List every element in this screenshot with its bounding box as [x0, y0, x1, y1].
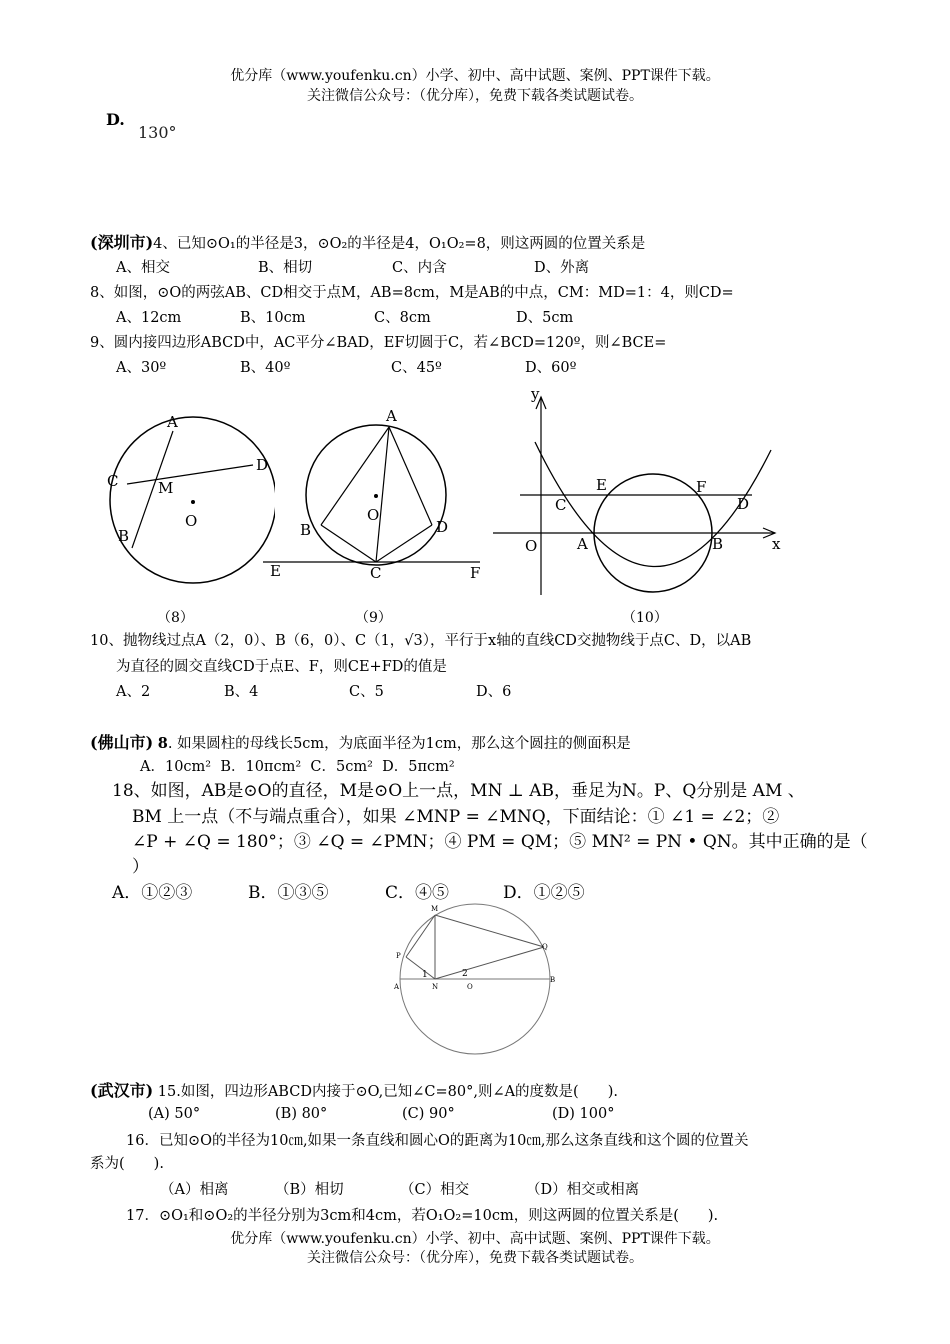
fig9-label-b: B — [300, 521, 312, 539]
footer-line-1: 优分库（www.youfenku.cn）小学、初中、高中试题、案例、PPT课件下载。 — [230, 1231, 720, 1247]
shenzhen-q4-opt-b: B、相切 — [258, 260, 313, 276]
fig18-label-1: 1 — [422, 970, 428, 980]
figure-10 — [488, 385, 793, 600]
fig18-label-a: A — [394, 983, 400, 991]
fig18-label-o: O — [467, 983, 473, 991]
shenzhen-tag: (深圳市) — [90, 233, 154, 252]
wuhan-q17: 17．⊙O₁和⊙O₂的半径分别为3cm和4cm，若O₁O₂=10cm，则这两圆的位置关系是( ). — [126, 1208, 719, 1224]
wuhan-q16-line2: 系为( ). — [90, 1156, 164, 1172]
shenzhen-q9-opt-b: B、40º — [240, 360, 291, 376]
fig10-label-e: E — [596, 476, 607, 494]
shenzhen-q8: 8、如图，⊙O的两弦AB、CD相交于点M，AB=8cm，M是AB的中点，CM：MD=1：4，则CD= — [90, 285, 734, 301]
foshan-q8-number: 8 — [157, 735, 168, 752]
foshan-q18-opt-d: D．①②⑤ — [503, 883, 585, 903]
shenzhen-q8-opt-b: B、10cm — [240, 310, 306, 326]
foshan-q8-opt-d: D．5πcm² — [382, 759, 455, 775]
fig9-line-bc — [321, 525, 376, 562]
wuhan-q16-opt-c: （C）相交 — [400, 1182, 470, 1198]
fig9-label-f: F — [470, 564, 481, 582]
shenzhen-q10-opt-b: B、4 — [224, 684, 259, 700]
wuhan-q15-opt-a: (A) 50° — [148, 1106, 201, 1122]
fig10-label-o: O — [525, 537, 538, 555]
foshan-q18-line4: ） — [132, 857, 149, 877]
fig18-line-pn — [406, 957, 435, 979]
fig10-label-a: A — [577, 535, 588, 553]
shenzhen-q9-opt-c: C、45º — [391, 360, 442, 376]
fig10-label-d: D — [737, 495, 750, 513]
fig18-label-p: P — [396, 952, 401, 960]
foshan-q8 — [90, 733, 631, 754]
shenzhen-q9-opt-a: A、30º — [116, 360, 167, 376]
caption-fig-8: （8） — [157, 610, 194, 626]
fig9-label-c: C — [370, 564, 382, 582]
wuhan-tag: (武汉市) — [90, 1081, 154, 1100]
fig18-label-n: N — [432, 983, 439, 991]
fig18-line-qn — [435, 947, 544, 979]
foshan-q8-options — [140, 757, 455, 777]
foshan-q8-opt-b: B．10πcm² — [220, 759, 302, 775]
fig8-chord-cd — [127, 465, 253, 484]
fig10-parabola — [535, 442, 771, 567]
wuhan-q16-opt-b: （B）相切 — [275, 1182, 344, 1198]
wuhan-q16-opt-a: （A）相离 — [160, 1182, 229, 1198]
foshan-q18-opt-b: B．①③⑤ — [248, 883, 329, 903]
fig9-label-d: D — [436, 518, 449, 536]
footer-line-2: 关注微信公众号：（优分库），免费下载各类试题试卷。 — [307, 1250, 643, 1266]
wuhan-q16-opt-d: （D）相交或相离 — [526, 1182, 640, 1198]
fig10-label-b: B — [712, 535, 724, 553]
fig18-label-q: Q — [542, 943, 548, 951]
figure-8 — [95, 400, 275, 600]
foshan-q18-opt-c: C．④⑤ — [385, 883, 450, 903]
shenzhen-q4 — [90, 233, 645, 254]
wuhan-q16-line1: 16．已知⊙O的半径为10㎝,如果一条直线和圆心O的距离为10㎝,那么这条直线和这个圆的位置关 — [126, 1133, 749, 1149]
fig10-label-x: x — [772, 535, 781, 553]
fig10-label-y: y — [531, 385, 540, 403]
foshan-q8-opt-a: A．10cm² — [140, 759, 212, 775]
fig18-label-b: B — [550, 976, 556, 984]
foshan-q8-text: . 如果圆柱的母线长5cm，为底面半径为1cm，那么这个圆拄的侧面积是 — [167, 736, 631, 752]
fig8-label-c: C — [107, 472, 119, 490]
foshan-q18-line1: 18、如图，AB是⊙O的直径，M是⊙O上一点，MN ⊥ AB，垂足为N。P、Q分别是 AM 、 — [112, 781, 805, 801]
shenzhen-q4-opt-a: A、相交 — [116, 260, 170, 276]
shenzhen-q10-opt-d: D、6 — [476, 684, 512, 700]
fig10-label-c: C — [555, 496, 567, 514]
fig9-label-e: E — [270, 562, 281, 580]
wuhan-q15-text: 15.如图，四边形ABCD内接于⊙O,已知∠C=80°,则∠A的度数是( ). — [153, 1084, 618, 1100]
foshan-tag: (佛山市) — [90, 733, 154, 752]
fig9-line-dc — [376, 525, 432, 562]
shenzhen-q10-opt-c: C、5 — [349, 684, 384, 700]
foshan-q18-line3: ∠P + ∠Q = 180°；③ ∠Q = ∠PMN；④ PM = QM；⑤ MN² = PN • QN。其中正确的是（ — [132, 832, 868, 852]
shenzhen-q10-line1: 10、抛物线过点A（2，0）、B（6，0）、C（1，√3），平行于x轴的直线CD交抛物线于点C、D，以AB — [90, 633, 752, 649]
fig18-label-2: 2 — [462, 969, 468, 979]
wuhan-q15 — [90, 1081, 618, 1102]
fig8-label-o: O — [185, 512, 198, 530]
shenzhen-q4-opt-d: D、外离 — [534, 260, 590, 276]
shenzhen-q10-opt-a: A、2 — [116, 684, 151, 700]
top-option-d: D. — [106, 110, 125, 129]
figure-18 — [385, 900, 565, 1072]
foshan-q18-line2: BM 上一点（不与端点重合），如果 ∠MNP = ∠MNQ，下面结论：① ∠1 = ∠2；② — [132, 807, 780, 827]
shenzhen-q4-text: 4、已知⊙O₁的半径是3，⊙O₂的半径是4，O₁O₂=8，则这两圆的位置关系是 — [153, 236, 646, 252]
shenzhen-q8-opt-a: A、12cm — [116, 310, 182, 326]
caption-fig-9: （9） — [355, 610, 392, 626]
shenzhen-q8-opt-d: D、5cm — [516, 310, 574, 326]
wuhan-q15-opt-d: (D) 100° — [552, 1106, 615, 1122]
header-line-2: 关注微信公众号：（优分库），免费下载各类试题试卷。 — [307, 88, 643, 104]
fig9-line-ad — [389, 427, 432, 525]
fig9-label-a: A — [386, 407, 397, 425]
fig8-label-a: A — [167, 413, 178, 431]
shenzhen-q4-opt-c: C、内含 — [392, 260, 447, 276]
shenzhen-q8-opt-c: C、8cm — [374, 310, 431, 326]
shenzhen-q9: 9、圆内接四边形ABCD中，AC平分∠BAD，EF切圆于C，若∠BCD=120º，则∠BCE= — [90, 335, 667, 351]
fig18-label-m: M — [431, 905, 439, 913]
wuhan-q15-opt-b: (B) 80° — [275, 1106, 328, 1122]
fig8-label-m: M — [158, 479, 174, 497]
fig8-label-b: B — [118, 527, 130, 545]
figure-9 — [258, 400, 488, 590]
fig9-center-dot — [374, 494, 378, 498]
foshan-q18-opt-a: A．①②③ — [112, 883, 193, 903]
caption-fig-10: （10） — [622, 610, 668, 626]
shenzhen-q9-opt-d: D、60º — [525, 360, 577, 376]
shenzhen-q10-line2: 为直径的圆交直线CD于点E、F，则CE+FD的值是 — [116, 659, 447, 675]
fig8-label-d: D — [256, 456, 269, 474]
fig18-line-mp — [406, 915, 435, 957]
fig9-line-ac — [376, 427, 389, 562]
fig8-center-dot — [191, 500, 195, 504]
foshan-q8-opt-c: C．5cm² — [310, 759, 373, 775]
header-line-1: 优分库（www.youfenku.cn）小学、初中、高中试题、案例、PPT课件下载。 — [230, 68, 720, 84]
fig8-circle — [110, 417, 275, 583]
wuhan-q15-opt-c: (C) 90° — [402, 1106, 455, 1122]
top-value: 130° — [138, 123, 177, 142]
fig9-label-o: O — [367, 506, 380, 524]
fig18-line-mq — [435, 915, 544, 947]
fig10-label-f: F — [696, 478, 707, 496]
